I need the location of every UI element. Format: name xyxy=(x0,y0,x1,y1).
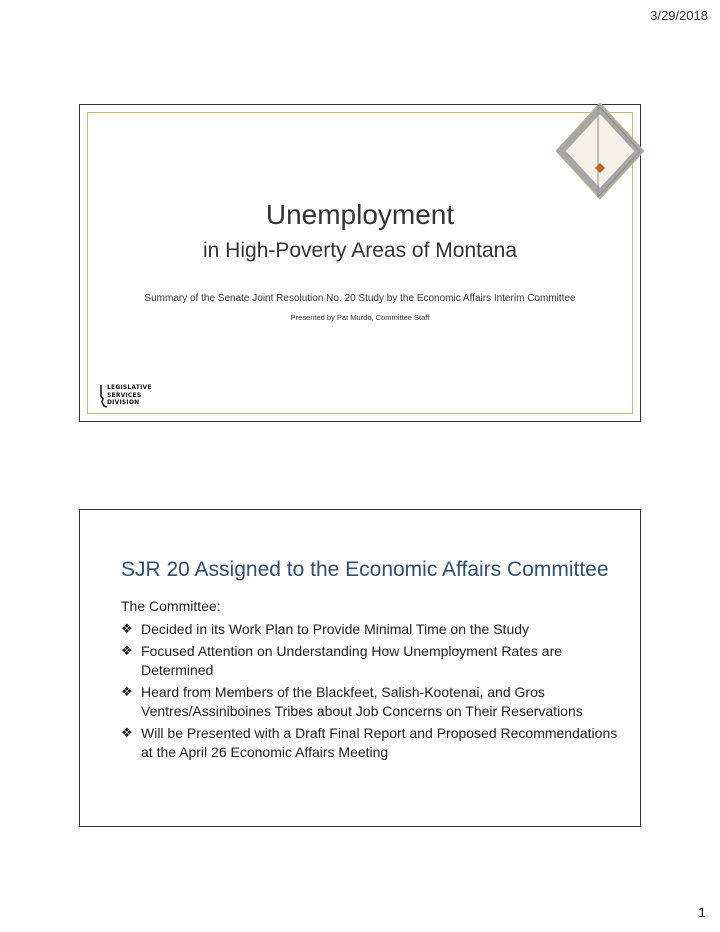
diamond-bullet-icon: ❖ xyxy=(121,622,133,637)
list-item: ❖ Will be Presented with a Draft Final Report and Proposed Recommendations at the April 26 Economic Affairs Meeting xyxy=(121,725,618,760)
title-slide xyxy=(79,104,641,422)
bullet-list xyxy=(121,620,626,765)
list-item: ❖ Focused Attention on Understanding How Unemployment Rates are Determined xyxy=(121,643,563,678)
list-item: ❖ Decided in its Work Plan to Provide Minimal Time on the Study xyxy=(121,621,530,637)
list-item: ❖ Heard from Members of the Blackfeet, Salish-Kootenai, and Gros Ventres/Assiniboines Tribes about Job Concerns on Their Reservations xyxy=(121,684,583,719)
intro-text: The Committee: xyxy=(121,598,221,614)
content-slide xyxy=(79,509,641,827)
slide-title: Unemployment xyxy=(265,199,455,230)
diamond-bullet-icon: ❖ xyxy=(121,726,133,741)
logo-line-1: LEGISLATIVE xyxy=(107,384,152,391)
logo-line-3: DIVISION xyxy=(107,399,140,406)
slide-subtitle: in High-Poverty Areas of Montana xyxy=(203,239,517,262)
summary-text: Summary of the Senate Joint Resolution No. 20 Study by the Economic Affairs Interim Committee xyxy=(144,293,576,304)
page-number: 1 xyxy=(698,904,706,920)
diamond-bullet-icon: ❖ xyxy=(121,685,133,700)
page-date: 3/29/2018 xyxy=(650,8,708,23)
slide-title: SJR 20 Assigned to the Economic Affairs Committee xyxy=(121,558,609,581)
diamond-bullet-icon: ❖ xyxy=(121,644,133,659)
legislative-services-logo xyxy=(98,384,152,408)
diamond-ornament xyxy=(550,101,646,201)
logo-line-2: SERVICES xyxy=(107,391,142,399)
presented-by: Presented by Pat Murdo, Committee Staff xyxy=(290,313,430,322)
